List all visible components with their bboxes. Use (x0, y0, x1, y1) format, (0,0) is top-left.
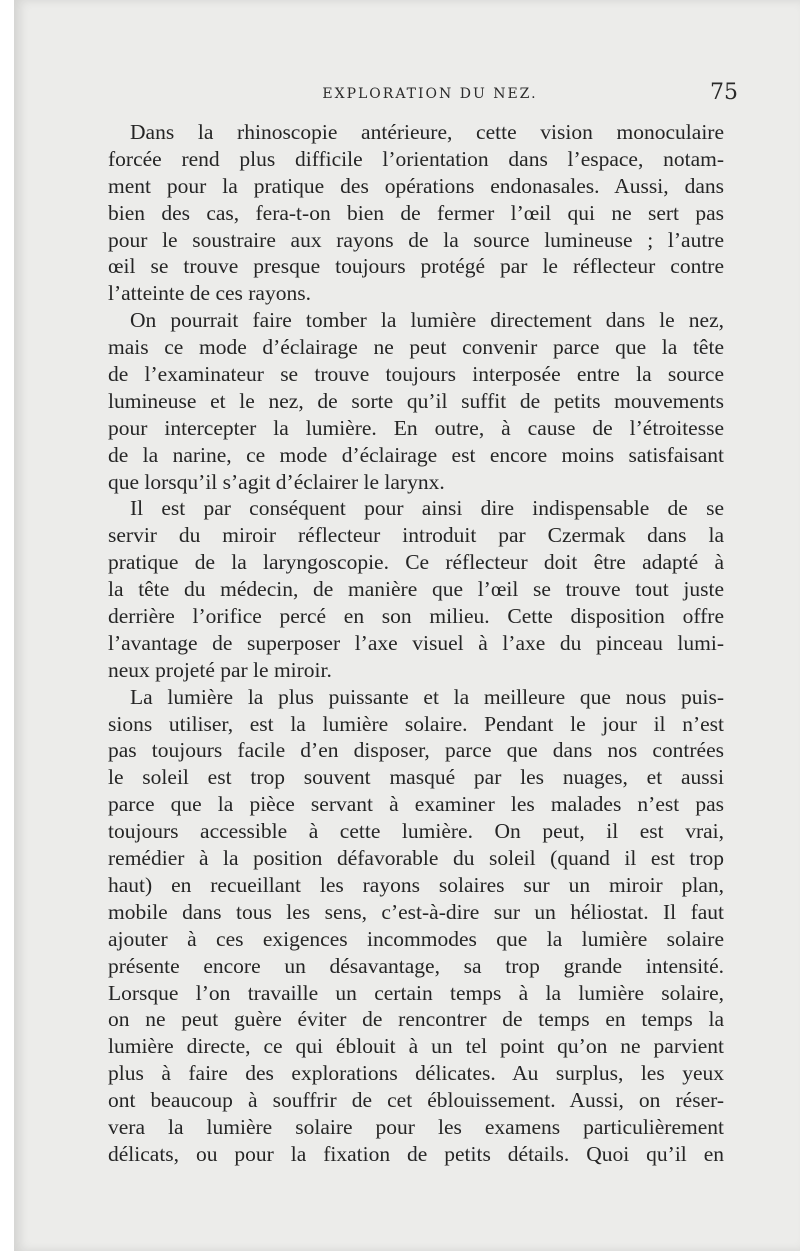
text-line: lumineuse et le nez, de sorte qu’il suffit de petits mouvements (108, 388, 724, 413)
text-line: pour intercepter la lumière. En outre, à cause de l’étroitesse (108, 415, 724, 440)
running-title: EXPLORATION DU NEZ. (322, 86, 538, 102)
text-line: pratique de la laryngoscopie. Ce réflecteur doit être adapté à (108, 550, 724, 575)
text-line: lumière directe, ce qui éblouit à un tel point qu’on ne parvient (108, 1034, 724, 1059)
text-line: remédier à la position défavorable du soleil (quand il est trop (108, 846, 724, 871)
text-line: haut) en recueillant les rayons solaires sur un miroir plan, (108, 872, 724, 897)
text-line: plus à faire des explorations délicates. Au surplus, les yeux (108, 1061, 724, 1086)
text-line: mobile dans tous les sens, c’est-à-dire sur un héliostat. Il faut (108, 899, 724, 924)
text-line: l’atteinte de ces rayons. (108, 281, 311, 306)
text-line: derrière l’orifice percé en son milieu. Cette disposition offre (108, 604, 724, 629)
text-line: sions utiliser, est la lumière solaire. Pendant le jour il n’est (108, 711, 724, 736)
text-line: On pourrait faire tomber la lumière directement dans le nez, (130, 308, 724, 333)
text-line: l’avantage de superposer l’axe visuel à l’axe du pinceau lumi- (108, 630, 724, 655)
text-line: présente encore un désavantage, sa trop grande intensité. (108, 953, 724, 978)
text-line: mais ce mode d’éclairage ne peut convenir parce que la tête (108, 335, 724, 360)
text-line: neux projeté par le miroir. (108, 657, 332, 682)
text-line: la tête du médecin, de manière que l’œil se trouve tout juste (108, 577, 724, 602)
text-line: de l’examinateur se trouve toujours interposée entre la source (108, 362, 724, 387)
text-line: forcée rend plus difficile l’orientation dans l’espace, notam- (108, 146, 724, 171)
text-line: délicats, ou pour la fixation de petits détails. Quoi qu’il en (108, 1141, 724, 1166)
text-line: pas toujours facile d’en disposer, parce que dans nos contrées (108, 738, 724, 763)
text-line: ment pour la pratique des opérations endonasales. Aussi, dans (108, 173, 724, 198)
text-line: toujours accessible à cette lumière. On peut, il est vrai, (108, 819, 724, 844)
text-line: pour le soustraire aux rayons de la source lumineuse ; l’autre (108, 227, 724, 252)
text-line: de la narine, ce mode d’éclairage est encore moins satisfaisant (108, 442, 724, 467)
text-line: bien des cas, fera-t-on bien de fermer l’œil qui ne sert pas (108, 200, 724, 225)
text-line: servir du miroir réflecteur introduit par Czermak dans la (108, 523, 724, 548)
text-line: œil se trouve presque toujours protégé par le réflecteur contre (108, 254, 724, 279)
text-line: vera la lumière solaire pour les examens particulièrement (108, 1114, 724, 1139)
page-header (122, 80, 738, 110)
text-line: que lorsqu’il s’agit d’éclairer le larynx. (108, 469, 445, 494)
text-line: Il est par conséquent pour ainsi dire indispensable de se (130, 496, 724, 521)
text-line: ont beaucoup à souffrir de cet éblouissement. Aussi, on réser- (108, 1088, 724, 1113)
text-line: ajouter à ces exigences incommodes que la lumière solaire (108, 926, 724, 951)
text-line: Lorsque l’on travaille un certain temps à la lumière solaire, (108, 980, 724, 1005)
body-text (108, 119, 724, 1168)
text-line: le soleil est trop souvent masqué par les nuages, et aussi (108, 765, 724, 790)
text-line: La lumière la plus puissante et la meilleure que nous puis- (130, 684, 724, 709)
page-number: 75 (710, 80, 738, 105)
text-line: on ne peut guère éviter de rencontrer de temps en temps la (108, 1007, 724, 1032)
text-line: parce que la pièce servant à examiner les malades n’est pas (108, 792, 724, 817)
text-line: Dans la rhinoscopie antérieure, cette vision monoculaire (130, 120, 724, 144)
